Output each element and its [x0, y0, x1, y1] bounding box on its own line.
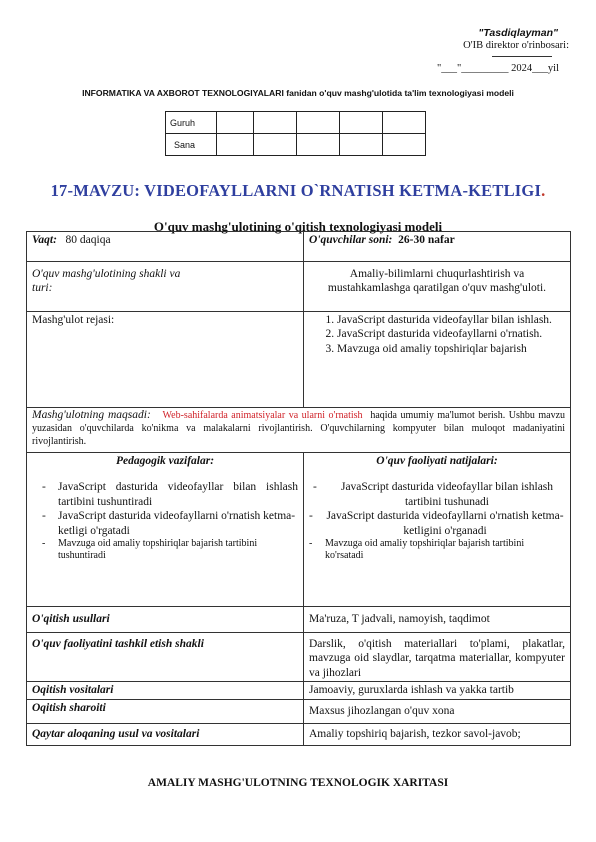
- approval-date-line: "___"_________ 2024___yil: [436, 63, 559, 74]
- date-label: Sana: [166, 134, 217, 156]
- tools-label: Oqitish vositalari: [27, 682, 304, 699]
- technological-map-title: AMALIY MASHG'ULOTNING TEXNOLOGIK XARITASI: [147, 777, 449, 789]
- result-item: Mavzuga oid amaliy topshiriqlar bajarish tartibini ko'rsatadi: [325, 537, 525, 562]
- plan-item: 3. Mavzuga oid amaliy topshiriqlar bajarish: [337, 342, 565, 356]
- plan-item: 1. JavaScript dasturida videofayllar bilan ishlash.: [337, 313, 565, 327]
- learning-results-cell: O'quv faoliyati natijalari: - JavaScript dasturida videofayllar bilan ishlash tartibini tushunadi - JavaScript dasturida videofayllarni o'rnatish ketma-ketligini o'rganadi - Mavzuga oid amaliy topshiriqlar bajarish tartibini ko'rsatadi: [304, 453, 571, 607]
- form-value: Amaliy-bilimlarni chuqurlashtirish va mustahkamlashga qaratilgan o'quv mashg'uloti.: [304, 262, 571, 312]
- task-item: JavaScript dasturida videofayllarni o'rnatish ketma-ketligi o'rgatadi: [58, 510, 296, 537]
- plan-label: Mashg'ulot rejasi:: [27, 312, 304, 408]
- organization-label: O'quv faoliyatini tashkil etish shakli: [27, 633, 304, 682]
- approval-title: "Tasdiqlayman": [478, 27, 558, 39]
- pedagogical-tasks-cell: Pedagogik vazifalar: - JavaScript dasturida videofayllar bilan ishlash tartibini tushuntiradi - JavaScript dasturida videofayllarni o'rnatish ketma-ketligi o'rgatadi - Mavzuga oid amaliy topshiriqlar bajarish tartibini tushuntiradi: [27, 453, 304, 607]
- tools-value: Jamoaviy, guruxlarda ishlash va yakka tartib: [304, 682, 571, 699]
- methods-value: Ma'ruza, T jadvali, namoyish, taqdimot: [304, 607, 571, 633]
- form-label: O'quv mashg'ulotining shakli va turi:: [27, 262, 304, 312]
- task-item: Mavzuga oid amaliy topshiriqlar bajarish tartibini tushuntiradi: [58, 537, 258, 562]
- feedback-label: Qaytar aloqaning usul va vositalari: [27, 723, 304, 745]
- conditions-value: Maxsus jihozlangan o'quv xona: [304, 699, 571, 723]
- group-label: Guruh: [166, 112, 217, 134]
- goal-cell: Mashg'ulotning maqsadi: Web-sahifalarda animatsiyalar va ularni o'rnatish haqida umumiy ma'lumot berish. Ushbu mavzu yuzasidan o'quvchilarda ko'nikma va malakalarni rivojlantirish. O'quvchilarning kompyuter bilan muloqot madaniyatini rivojlantirish.: [27, 408, 571, 453]
- organization-value: Darslik, o'qitish materiallari to'plami, plakatlar, mavzuga oid slaydlar, tarqatma materiallar, kompyuter va jihozlari: [304, 633, 571, 682]
- model-table: [26, 231, 571, 746]
- signature-line: [492, 52, 552, 57]
- document-heading: INFORMATIKA VA AXBOROT TEXNOLOGIYALARI fanidan o'quv mashg'ulotida ta'lim texnologiyasi modeli: [82, 88, 514, 98]
- feedback-value: Amaliy topshiriq bajarish, tezkor savol-javob;: [304, 723, 571, 745]
- result-item: JavaScript dasturida videofayllarni o'rnatish ketma-ketligini o'rganadi: [326, 510, 564, 537]
- time-cell: Vaqt: 80 daqiqa: [27, 232, 304, 262]
- group-date-table: [165, 111, 426, 156]
- model-title: O'quv mashg'ulotining o'qitish texnologiyasi modeli: [153, 219, 443, 234]
- plan-list: [304, 312, 571, 408]
- conditions-label: Oqitish sharoiti: [27, 699, 304, 723]
- task-item: JavaScript dasturida videofayllar bilan ishlash tartibini tushuntiradi: [58, 481, 298, 508]
- plan-item: 2. JavaScript dasturida videofayllarni o'rnatish.: [337, 327, 565, 341]
- students-cell: O'quvchilar soni: 26-30 nafar: [304, 232, 571, 262]
- result-item: JavaScript dasturida videofayllar bilan ishlash tartibini tushunadi: [340, 481, 554, 508]
- approval-position: O'IB direktor o'rinbosari:: [463, 40, 569, 51]
- methods-label: O'qitish usullari: [27, 607, 304, 633]
- topic-title: 17-MAVZU: VIDEOFAYLLARNI O`RNATISH KETMA-KETLIGI.: [50, 181, 546, 200]
